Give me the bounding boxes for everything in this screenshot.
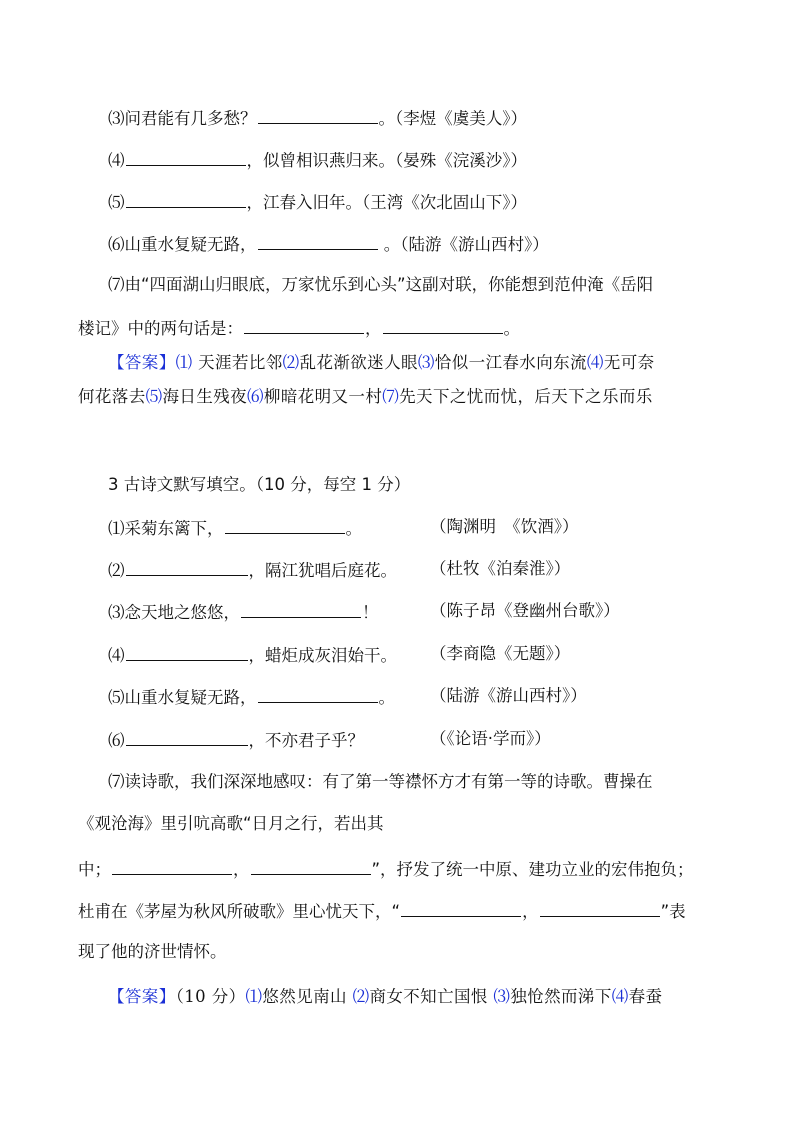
source-text: （杜牧《泊秦淮》） <box>430 559 571 578</box>
question-line-6 <box>108 232 549 256</box>
line-text: 。 <box>503 319 520 338</box>
s2-question-7e: 现了他的济世情怀。 <box>78 942 227 961</box>
item-number: ⑶ <box>108 603 125 622</box>
question-line-3 <box>108 106 527 130</box>
source-text: （陈子昂《登幽州台歌》） <box>430 601 620 620</box>
line-text: 问君能有几多愁？ <box>124 109 257 128</box>
s2-question-6: ⑹ ，不亦君子乎？ （《论语·学而》） <box>108 729 551 750</box>
answer-line-2: 何花落去⑸海日生残夜⑹柳暗花明又一村⑺先天下之忧而忧，后天下之乐而乐 <box>78 387 653 406</box>
line-text: 楼记》中的两句话是： <box>78 319 243 338</box>
s2-question-7c: 中； ， ”，抒发了统一中原、建功立业的宏伟抱负； <box>78 857 694 881</box>
item-number: ⑸ <box>108 193 125 212</box>
answer-blank[interactable] <box>126 148 246 166</box>
s2-question-2: ⑵ ，隔江犹唱后庭花。 （杜牧《泊秦淮》） <box>108 559 571 580</box>
answer-blank[interactable] <box>244 316 364 334</box>
source-text: （李商隐《无题》） <box>430 644 571 663</box>
question-line-7a <box>108 274 653 296</box>
item-number: ⑺ <box>108 772 125 791</box>
s2-question-5: ⑸山重水复疑无路， 。 （陆游《游山西村》） <box>108 686 587 707</box>
question-line-4 <box>108 148 527 172</box>
answer-blank[interactable] <box>258 685 378 703</box>
item-number: ⑹ <box>108 235 125 254</box>
item-number: ⑺ <box>108 275 125 294</box>
answer-blank[interactable] <box>241 600 361 618</box>
answer-blank[interactable] <box>251 857 371 875</box>
line-text: ， <box>365 319 382 338</box>
answer-tag: 【答案】 <box>108 987 176 1006</box>
line-text: ，似曾相识燕归来。（晏殊《浣溪沙》） <box>246 151 527 170</box>
answer-line-1: 【答案】⑴ 天涯若比邻⑵乱花渐欲迷人眼⑶恰似一江春水向东流⑷无可奈 <box>108 353 655 372</box>
line-text: 。（陆游《游山西村》） <box>378 235 549 254</box>
line-text: 山重水复疑无路， <box>124 235 257 254</box>
s2-question-1: ⑴采菊东篱下， 。 （陶渊明 《饮酒》） <box>108 517 579 538</box>
answer-blank[interactable] <box>126 643 248 661</box>
item-number: ⑶ <box>108 109 125 128</box>
answer-blank[interactable] <box>126 190 246 208</box>
answer-blank[interactable] <box>225 516 345 534</box>
line-text: 。（李煜《虞美人》） <box>378 109 527 128</box>
source-text: （陶渊明 《饮酒》） <box>430 517 579 536</box>
s2-question-7b: 《观沧海》里引吭高歌“日月之行，若出其 <box>78 814 384 833</box>
question-line-5 <box>108 190 527 214</box>
answer-blank[interactable] <box>126 728 248 746</box>
source-text: （《论语·学而》） <box>430 729 551 748</box>
heading-text: 3 古诗文默写填空。（10 分，每空 1 分） <box>108 475 411 494</box>
item-number: ⑷ <box>108 646 125 665</box>
s2-question-7a: ⑺读诗歌，我们深深地感叹：有了第一等襟怀方才有第一等的诗歌。曹操在 <box>108 772 653 791</box>
item-number: ⑹ <box>108 731 125 750</box>
answer-blank[interactable] <box>540 899 660 917</box>
s2-question-4: ⑷ ，蜡炬成灰泪始干。 （李商隐《无题》） <box>108 644 571 665</box>
item-number: ⑵ <box>108 561 125 580</box>
answer-blank[interactable] <box>383 316 503 334</box>
item-number: ⑴ <box>108 519 125 538</box>
question-line-7b <box>78 316 520 340</box>
answer-blank[interactable] <box>401 899 521 917</box>
s2-question-7d: 杜甫在《茅屋为秋风所破歌》里心忧天下，“ ， ”表 <box>78 899 686 923</box>
line-text: ，江春入旧年。（王湾《次北固山下》） <box>246 193 527 212</box>
item-number: ⑷ <box>108 151 125 170</box>
answer-blank[interactable] <box>258 106 378 124</box>
s2-answer-line: 【答案】（10 分）⑴悠然见南山 ⑵商女不知亡国恨 ⑶独怆然而涕下⑷春蚕 <box>108 987 663 1006</box>
answer-blank[interactable] <box>258 232 378 250</box>
source-text: （陆游《游山西村》） <box>430 686 587 705</box>
item-number: ⑸ <box>108 688 125 707</box>
answer-tag: 【答案】 <box>108 353 176 372</box>
question-heading <box>108 474 410 496</box>
answer-blank[interactable] <box>126 558 248 576</box>
s2-question-3: ⑶念天地之悠悠， ！ （陈子昂《登幽州台歌》） <box>108 601 620 622</box>
answer-blank[interactable] <box>112 857 232 875</box>
line-text: 由“四面湖山归眼底，万家忧乐到心头”这副对联，你能想到范仲淹《岳阳 <box>124 275 654 294</box>
